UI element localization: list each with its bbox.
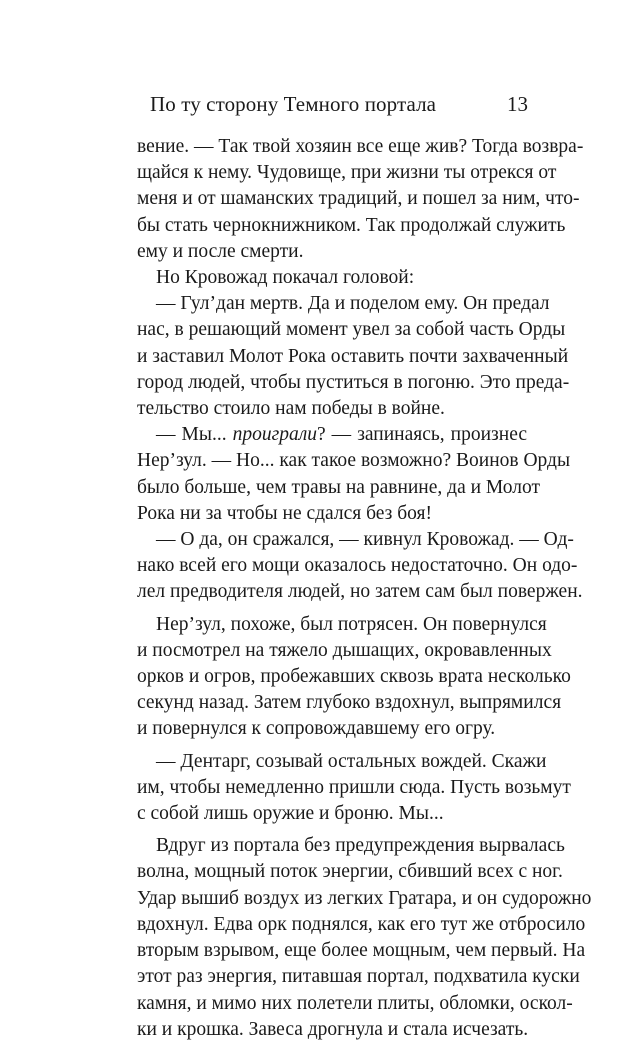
text-fragment: — Мы...	[156, 424, 233, 446]
text-line: орков и огров, пробежавших сквозь врата несколько	[137, 666, 571, 688]
text-line: — Гул’дан мертв. Да и поделом ему. Он предал	[156, 293, 550, 315]
text-line: Но Кровожад покачал головой:	[156, 267, 415, 289]
text-line: щайся к нему. Чудовище, при жизни ты отрекся от	[137, 162, 557, 184]
paragraph	[137, 134, 584, 265]
text-line: нако всей его мощи оказалось недостаточно. Он одо-	[137, 555, 578, 577]
text-line: Нер’зул. — Но... как такое возможно? Воинов Орды	[137, 450, 571, 472]
text-line: ки и крошка. Завеса дрогнула и стала исчезать.	[137, 1018, 529, 1040]
text-line: вдохнул. Едва орк поднялся, как его тут же отбросило	[137, 913, 586, 935]
italic-emphasis: проиграли	[232, 424, 317, 446]
text-line: нас, в решающий момент увел за собой часть Орды	[137, 319, 566, 341]
text-fragment: ? — запинаясь, произнес	[317, 424, 527, 446]
text-line: бы стать чернокнижником. Так продолжай служить	[137, 214, 566, 236]
text-line: — Дентарг, созывай остальных вождей. Скажи	[156, 750, 547, 772]
text-line: этот раз энергия, питавшая портал, подхватила куски	[137, 966, 580, 988]
text-line: Удар вышиб воздух из легких Гратара, и он судорожно	[137, 887, 592, 909]
text-line: и посмотрел на тяжело дышащих, окровавленных	[137, 639, 552, 661]
text-line: вторым взрывом, еще более мощным, чем первый. На	[137, 940, 586, 962]
paragraph	[137, 422, 571, 527]
text-line: Вдруг из портала без предупреждения вырвалась	[156, 835, 565, 857]
paragraph	[137, 265, 527, 291]
text-line	[137, 422, 527, 448]
page-number: 13	[507, 92, 528, 116]
text-line: вение. — Так твой хозяин все еще жив? Тогда возвра-	[137, 136, 584, 157]
text-line: ему и после смерти.	[137, 240, 304, 262]
paragraph	[137, 527, 583, 606]
text-line: и повернулся к сопровождавшему его огру.	[137, 718, 496, 740]
paragraph	[137, 833, 592, 1043]
text-line: и заставил Молот Рока оставить почти захваченный	[137, 345, 569, 367]
text-line: было больше, чем травы на равнине, да и Молот	[137, 476, 541, 498]
text-line: камня, и мимо них полетели плиты, обломки, оскол-	[137, 992, 573, 1014]
text-line: меня и от шаманских традиций, и пошел за ним, что-	[137, 188, 580, 210]
body-text	[137, 134, 592, 1043]
running-title: По ту сторону Темного портала	[150, 92, 437, 116]
paragraph	[137, 749, 571, 828]
text-line: Рока ни за чтобы не сдался без боя!	[137, 502, 433, 524]
text-line: город людей, чтобы пуститься в погоню. Это преда-	[137, 371, 570, 393]
text-line: им, чтобы немедленно пришли сюда. Пусть возьмут	[137, 776, 571, 798]
paragraph	[137, 291, 570, 422]
text-line: — О да, он сражался, — кивнул Кровожад. — Од-	[156, 529, 574, 551]
page-header	[142, 90, 542, 120]
paragraph	[137, 612, 571, 743]
text-line: лел предводителя людей, но затем сам был повержен.	[137, 581, 583, 603]
text-line: волна, мощный поток энергии, сбивший всех с ног.	[137, 861, 563, 883]
text-line: тельство стоило нам победы в войне.	[137, 398, 445, 420]
text-line: Нер’зул, похоже, был потрясен. Он повернулся	[156, 613, 547, 635]
text-line: секунд назад. Затем глубоко вздохнул, выпрямился	[137, 692, 562, 714]
text-line: с собой лишь оружие и броню. Мы...	[137, 803, 444, 825]
